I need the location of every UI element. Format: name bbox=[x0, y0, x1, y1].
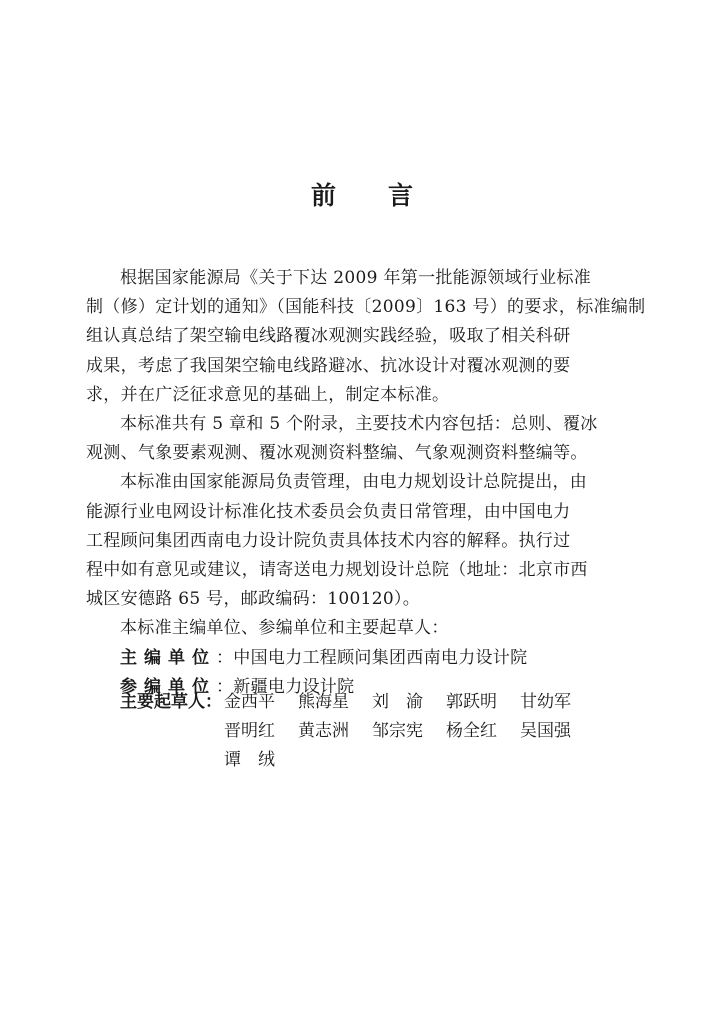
chief-editor-value: ：中国电力工程顾问集团西南电力设计院 bbox=[216, 647, 528, 668]
paragraph-1 bbox=[86, 264, 646, 410]
drafters-row-2 bbox=[120, 717, 594, 746]
title-char-2: 言 bbox=[388, 181, 414, 210]
participating-label: 参编单位 bbox=[120, 676, 216, 697]
paragraph-line: 本标准共有 5 章和 5 个附录，主要技术内容包括：总则、覆冰 bbox=[120, 414, 598, 435]
preface-body bbox=[86, 264, 646, 702]
page-title bbox=[0, 178, 724, 214]
drafters-label bbox=[120, 688, 224, 717]
paragraph-line: 根据国家能源局《关于下达 2009 年第一批能源领域行业标准 bbox=[120, 268, 592, 288]
paragraph-line: 程中如有意见或建议，请寄送电力规划设计总院（地址：北京市西 bbox=[86, 560, 588, 581]
paragraph-line: 成果，考虑了我国架空输电线路避冰、抗冰设计对覆冰观测的要 bbox=[86, 355, 571, 376]
drafter-name: 谭 绒 bbox=[224, 750, 275, 771]
drafters-colon: ： bbox=[205, 692, 222, 712]
paragraph-line: 观测、气象要素观测、覆冰观测资料整编、气象观测资料整编等。 bbox=[86, 443, 588, 464]
drafter-name: 金西平 bbox=[224, 692, 275, 712]
paragraph-line: 工程顾问集团西南电力设计院负责具体技术内容的解释。执行过 bbox=[86, 530, 571, 551]
paragraph-line: 制（修）定计划的通知》（国能科技〔2009〕163 号）的要求，标准编制 bbox=[86, 297, 646, 318]
drafter-name: 晋明红 bbox=[224, 721, 275, 742]
participating-value: ：新疆电力设计院 bbox=[216, 676, 355, 697]
drafter-name: 黄志洲 bbox=[298, 721, 349, 742]
drafter-name: 吴国强 bbox=[520, 721, 571, 742]
drafters-row-3 bbox=[120, 746, 594, 775]
paragraph-line: 求，并在广泛征求意见的基础上，制定本标准。 bbox=[86, 384, 450, 405]
paragraph-line: 本标准主编单位、参编单位和主要起草人： bbox=[120, 618, 449, 639]
drafter-name: 郭跃明 bbox=[446, 692, 497, 712]
drafters-label-text: 主要起草人 bbox=[120, 692, 205, 712]
chief-editor-row bbox=[86, 644, 614, 673]
drafter-name: 甘幼军 bbox=[520, 692, 571, 712]
paragraph-line: 本标准由国家能源局负责管理，由电力规划设计总院提出，由 bbox=[120, 472, 588, 493]
paragraph-line: 组认真总结了架空输电线路覆冰观测实践经验，吸取了相关科研 bbox=[86, 326, 571, 347]
drafters-block bbox=[120, 688, 594, 776]
paragraph-line: 能源行业电网设计标准化技术委员会负责日常管理，由中国电力 bbox=[86, 501, 571, 522]
drafter-name: 邹宗宪 bbox=[372, 721, 423, 742]
drafter-name: 熊海星 bbox=[298, 692, 349, 712]
drafter-name: 刘 渝 bbox=[372, 692, 423, 712]
drafter-name: 杨全红 bbox=[446, 721, 497, 742]
chief-editor-label: 主编单位 bbox=[120, 647, 216, 668]
drafters-row-1 bbox=[120, 688, 594, 717]
paragraph-2 bbox=[86, 410, 614, 468]
paragraph-4 bbox=[86, 614, 614, 643]
paragraph-3 bbox=[86, 468, 614, 614]
paragraph-line: 城区安德路 65 号，邮政编码：100120）。 bbox=[86, 589, 421, 610]
title-char-1: 前 bbox=[310, 181, 336, 210]
